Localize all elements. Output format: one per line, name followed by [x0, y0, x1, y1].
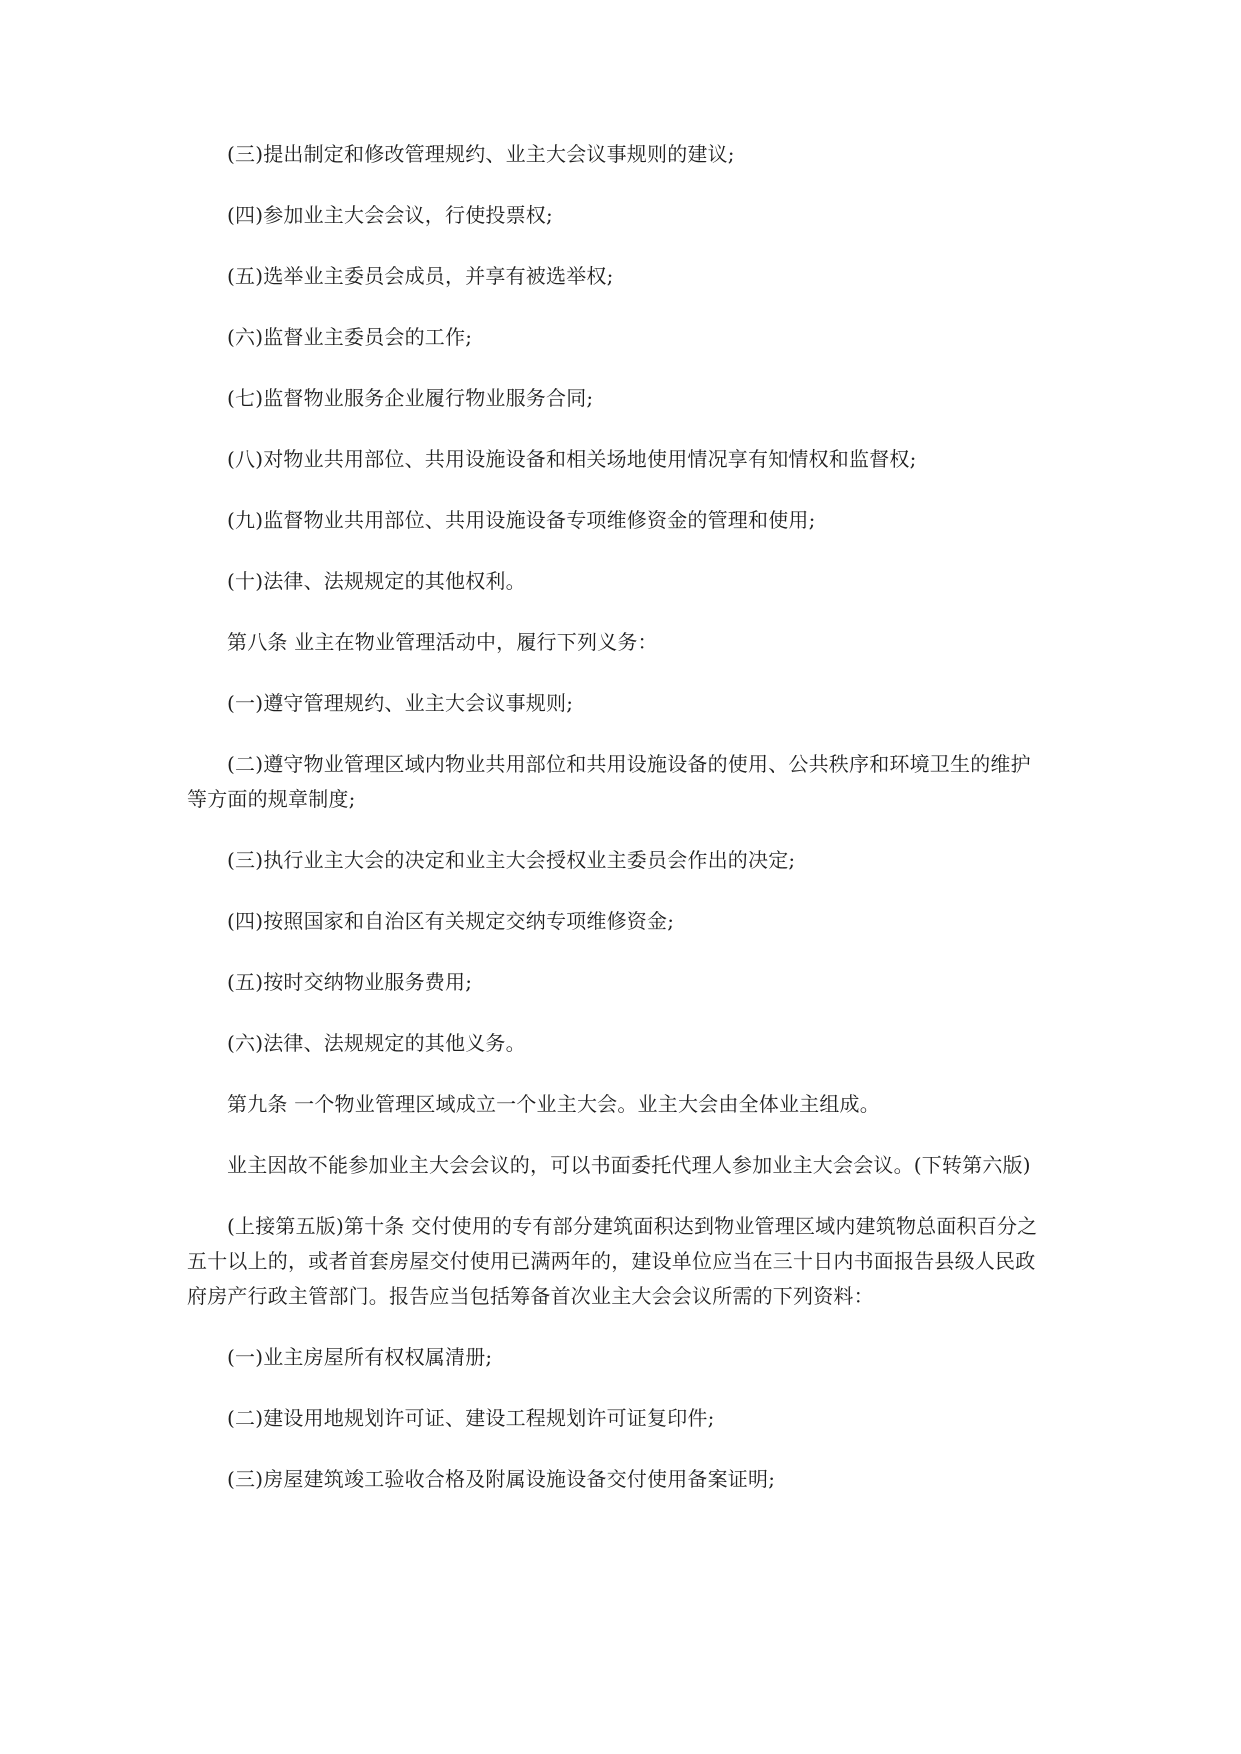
article-heading: 第八条 业主在物业管理活动中，履行下列义务：: [227, 630, 658, 654]
paragraph: (一)业主房屋所有权权属清册;: [227, 1345, 493, 1369]
paragraph: (五)选举业主委员会成员，并享有被选举权;: [227, 264, 614, 288]
paragraph: (六)法律、法规规定的其他义务。: [227, 1031, 526, 1055]
paragraph: (十)法律、法规规定的其他权利。: [227, 569, 526, 593]
article-heading: 第九条 一个物业管理区域成立一个业主大会。业主大会由全体业主组成。: [227, 1092, 880, 1116]
paragraph: (四)按照国家和自治区有关规定交纳专项维修资金;: [227, 909, 675, 933]
paragraph: (三)提出制定和修改管理规约、业主大会议事规则的建议;: [227, 142, 735, 166]
paragraph: (四)参加业主大会会议，行使投票权;: [227, 203, 553, 227]
paragraph: (三)执行业主大会的决定和业主大会授权业主委员会作出的决定;: [227, 848, 796, 872]
paragraph: (八)对物业共用部位、共用设施设备和相关场地使用情况享有知情权和监督权;: [227, 447, 917, 471]
paragraph: (五)按时交纳物业服务费用;: [227, 970, 473, 994]
paragraph: (二)遵守物业管理区域内物业共用部位和共用设施设备的使用、公共秩序和环境卫生的维护等方面的规章制度;: [187, 752, 1031, 811]
paragraph: (三)房屋建筑竣工验收合格及附属设施设备交付使用备案证明;: [227, 1467, 776, 1491]
paragraph: (七)监督物业服务企业履行物业服务合同;: [227, 386, 594, 410]
paragraph: (一)遵守管理规约、业主大会议事规则;: [227, 691, 574, 715]
article-heading: (上接第五版)第十条 交付使用的专有部分建筑面积达到物业管理区域内建筑物总面积百分之五十以上的，或者首套房屋交付使用已满两年的，建设单位应当在三十日内书面报告县级人民政府房产行政主管部门。报告应当包括筹备首次业主大会会议所需的下列资料：: [187, 1214, 1038, 1308]
paragraph: 业主因故不能参加业主大会会议的，可以书面委托代理人参加业主大会会议。(下转第六版): [227, 1153, 1031, 1177]
paragraph: (九)监督物业共用部位、共用设施设备专项维修资金的管理和使用;: [227, 508, 816, 532]
document-body: [187, 137, 1049, 1523]
paragraph: (二)建设用地规划许可证、建设工程规划许可证复印件;: [227, 1406, 715, 1430]
paragraph: (六)监督业主委员会的工作;: [227, 325, 473, 349]
